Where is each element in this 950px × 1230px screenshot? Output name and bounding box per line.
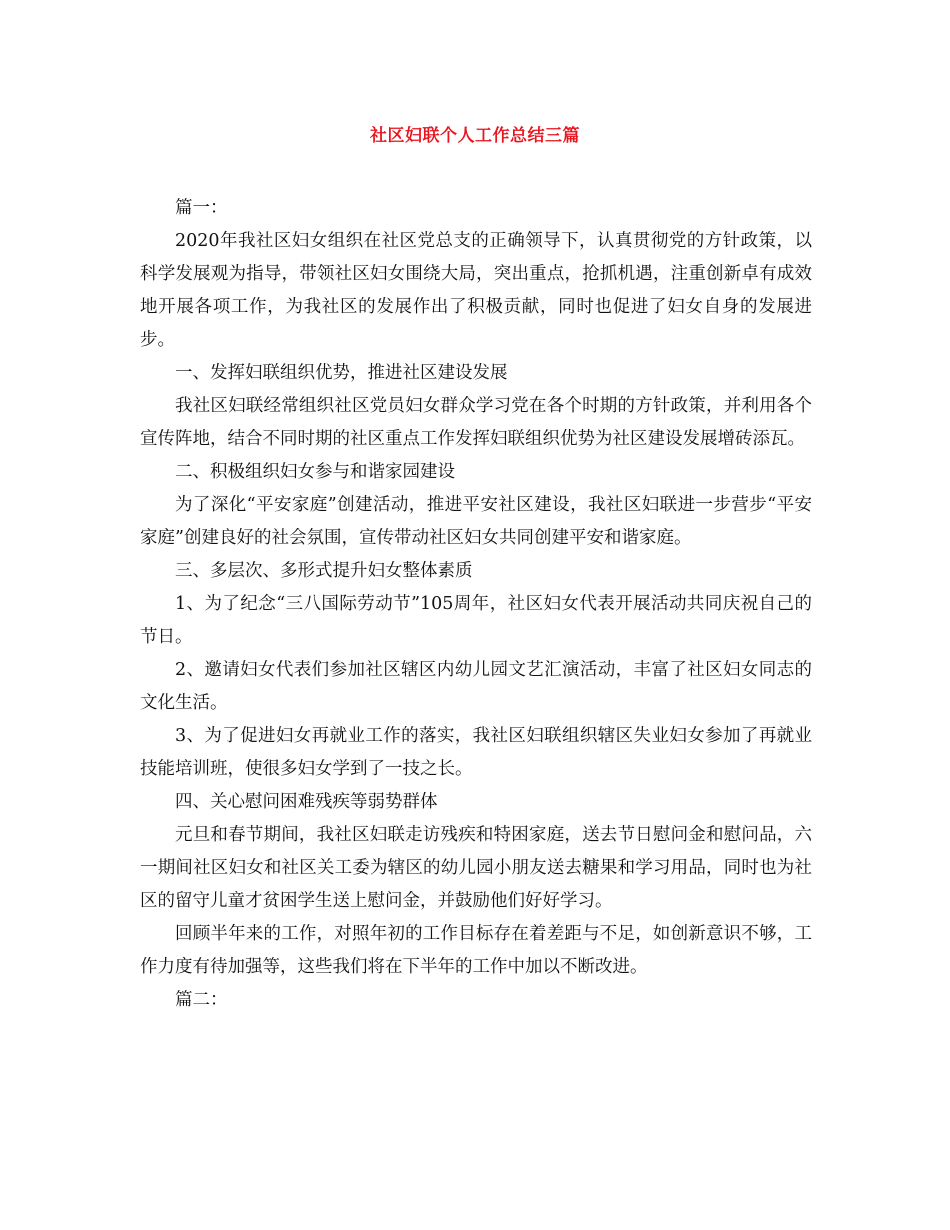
body-paragraph: 我社区妇联经常组织社区党员妇女群众学习党在各个时期的方针政策，并利用各个宣传阵地，结合不同时期的社区重点工作发挥妇联组织优势为社区建设发展增砖添瓦。 [140,396,812,449]
section-heading-3: 三、多层次、多形式提升妇女整体素质 [175,561,473,581]
section-heading-1: 一、发挥妇联组织优势，推进社区建设发展 [175,363,508,383]
summary-paragraph: 回顾半年来的工作，对照年初的工作目标存在着差距与不足，如创新意识不够，工作力度有待加强等，这些我们将在下半年的工作中加以不断改进。 [140,924,812,977]
list-item: 2、邀请妇女代表们参加社区辖区内幼儿园文艺汇演活动，丰富了社区妇女同志的文化生活。 [140,660,812,713]
body-paragraph: 为了深化“平安家庭”创建活动，推进平安社区建设，我社区妇联进一步营步“平安家庭”创建良好的社会氛围，宣传带动社区妇女共同创建平安和谐家庭。 [140,495,812,548]
document-body [140,192,812,1017]
list-item: 1、为了纪念“三八国际劳动节”105周年，社区妇女代表开展活动共同庆祝自己的节日。 [140,594,812,647]
section-heading-4: 四、关心慰问困难残疾等弱势群体 [175,792,438,812]
body-paragraph: 元旦和春节期间，我社区妇联走访残疾和特困家庭，送去节日慰问金和慰问品，六一期间社区妇女和社区关工委为辖区的幼儿园小朋友送去糖果和学习用品，同时也为社区的留守儿童才贫困学生送上慰问金，并鼓励他们好好学习。 [140,825,812,911]
intro-paragraph: 2020年我社区妇女组织在社区党总支的正确领导下，认真贯彻党的方针政策，以科学发展观为指导，带领社区妇女围绕大局，突出重点，抢抓机遇，注重创新卓有成效地开展各项工作，为我社区的发展作出了积极贡献，同时也促进了妇女自身的发展进步。 [140,231,812,350]
section-label-part-one: 篇一： [175,198,228,218]
document-title: 社区妇联个人工作总结三篇 [370,126,580,146]
section-heading-2: 二、积极组织妇女参与和谐家园建设 [175,462,455,482]
list-item: 3、为了促进妇女再就业工作的落实，我社区妇联组织辖区失业妇女参加了再就业技能培训班，使很多妇女学到了一技之长。 [140,726,812,779]
section-label-part-two: 篇二： [175,990,228,1010]
